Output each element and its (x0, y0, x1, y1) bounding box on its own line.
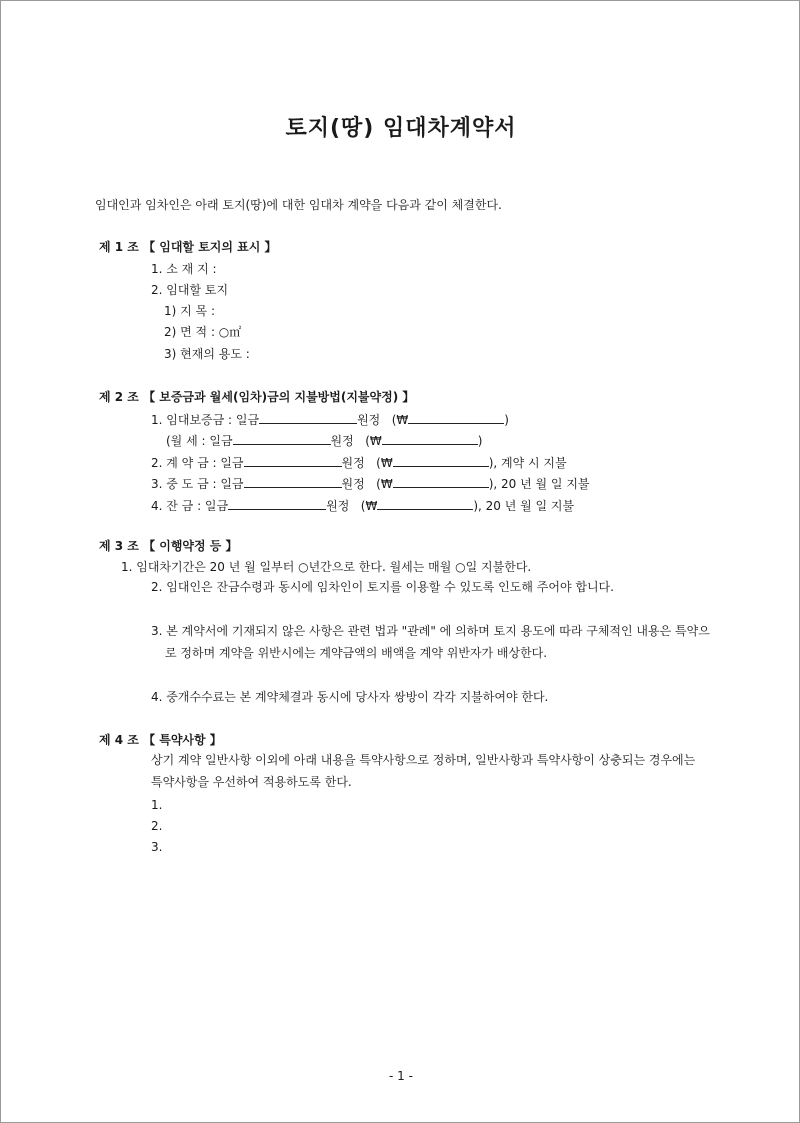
deposit-won: 원정 (357, 413, 381, 427)
balance-won-sign: (₩ (360, 499, 378, 513)
balance-amount-blank[interactable] (228, 496, 326, 510)
monthly-close: ) (477, 434, 483, 448)
interim-number-blank[interactable] (393, 474, 489, 488)
art3-item-3: 3. 본 계약서에 기재되지 않은 사항은 관련 법과 "관례" 에 의하며 토지 용도에 따라 구체적인 내용은 특약으로 정하며 계약을 위반시에는 계약금액의 배액을 계약 위반자가 배상한다. (151, 624, 710, 660)
monthly-label: (월 세 : 일금 (166, 434, 233, 448)
art1-usage: 3) 현재의 용도 : (164, 347, 250, 361)
interim-won-sign: (₩ (376, 477, 393, 491)
article-4-heading: 제 4 조 【 특약사항 】 (99, 733, 222, 747)
art3-item-2: 2. 임대인은 잔금수령과 동시에 임차인이 토지를 이용할 수 있도록 인도해 주어야 합니다. (151, 580, 614, 594)
art4-item-1[interactable]: 1. (151, 798, 163, 812)
art4-body: 상기 계약 일반사항 이외에 아래 내용을 특약사항으로 정하며, 일반사항과 특약사항이 상충되는 경우에는 특약사항을 우선하여 적용하도록 한다. (151, 753, 696, 789)
contract-label: 2. 계 약 금 : 일금 (151, 456, 244, 470)
art2-balance-row (151, 496, 574, 514)
article-3-heading: 제 3 조 【 이행약정 등 】 (99, 539, 238, 553)
contract-suffix: ), 계약 시 지불 (488, 456, 567, 470)
contract-amount-blank[interactable] (244, 453, 342, 467)
article-1-heading: 제 1 조 【 임대할 토지의 표시 】 (99, 240, 277, 254)
monthly-won: 원정 (330, 434, 354, 448)
deposit-close: ) (504, 413, 509, 427)
balance-suffix: ), 20 년 월 일 지불 (473, 499, 575, 513)
art3-item-4: 4. 중개수수료는 본 계약체결과 동시에 당사자 쌍방이 각각 지불하여야 한다. (151, 690, 549, 704)
contract-won-sign: (₩ (376, 456, 393, 470)
article-2-heading: 제 2 조 【 보증금과 월세(임차)금의 지불방법(지불약정) 】 (99, 390, 415, 404)
monthly-number-blank[interactable] (382, 431, 478, 445)
art3-item-1: 1. 임대차기간은 20 년 월 일부터 ○년간으로 한다. 월세는 매월 ○일 지불한다. (121, 560, 532, 574)
art1-land: 2. 임대할 토지 (151, 283, 229, 297)
art4-item-3[interactable]: 3. (151, 840, 163, 854)
interim-suffix: ), 20 년 월 일 지불 (488, 477, 590, 491)
balance-number-blank[interactable] (377, 496, 473, 510)
contract-number-blank[interactable] (393, 453, 489, 467)
art1-location: 1. 소 재 지 : (151, 262, 217, 276)
interim-amount-blank[interactable] (244, 474, 342, 488)
interim-label: 3. 중 도 금 : 일금 (151, 477, 244, 491)
monthly-amount-blank[interactable] (233, 431, 331, 445)
intro-text: 임대인과 임차인은 아래 토지(땅)에 대한 임대차 계약을 다음과 같이 체결한다. (95, 198, 502, 212)
deposit-amount-blank[interactable] (259, 410, 357, 424)
deposit-won-sign: (₩ (391, 413, 409, 427)
art1-area: 2) 면 적 : ○㎡ (164, 325, 242, 339)
monthly-won-sign: (₩ (365, 434, 382, 448)
art1-category: 1) 지 목 : (164, 304, 215, 318)
balance-label: 4. 잔 금 : 일금 (151, 499, 229, 513)
interim-won: 원정 (341, 477, 365, 491)
art2-monthly-row (166, 431, 482, 449)
document-title: 토지(땅) 임대차계약서 (285, 116, 517, 141)
art2-contract-row (151, 453, 567, 471)
deposit-label: 1. 임대보증금 : 일금 (151, 413, 260, 427)
art2-deposit-row (151, 410, 509, 428)
page-number: - 1 - (389, 1069, 413, 1083)
contract-won: 원정 (341, 456, 365, 470)
balance-won: 원정 (326, 499, 350, 513)
art4-item-2[interactable]: 2. (151, 819, 163, 833)
art2-interim-row (151, 474, 590, 492)
deposit-number-blank[interactable] (408, 410, 504, 424)
